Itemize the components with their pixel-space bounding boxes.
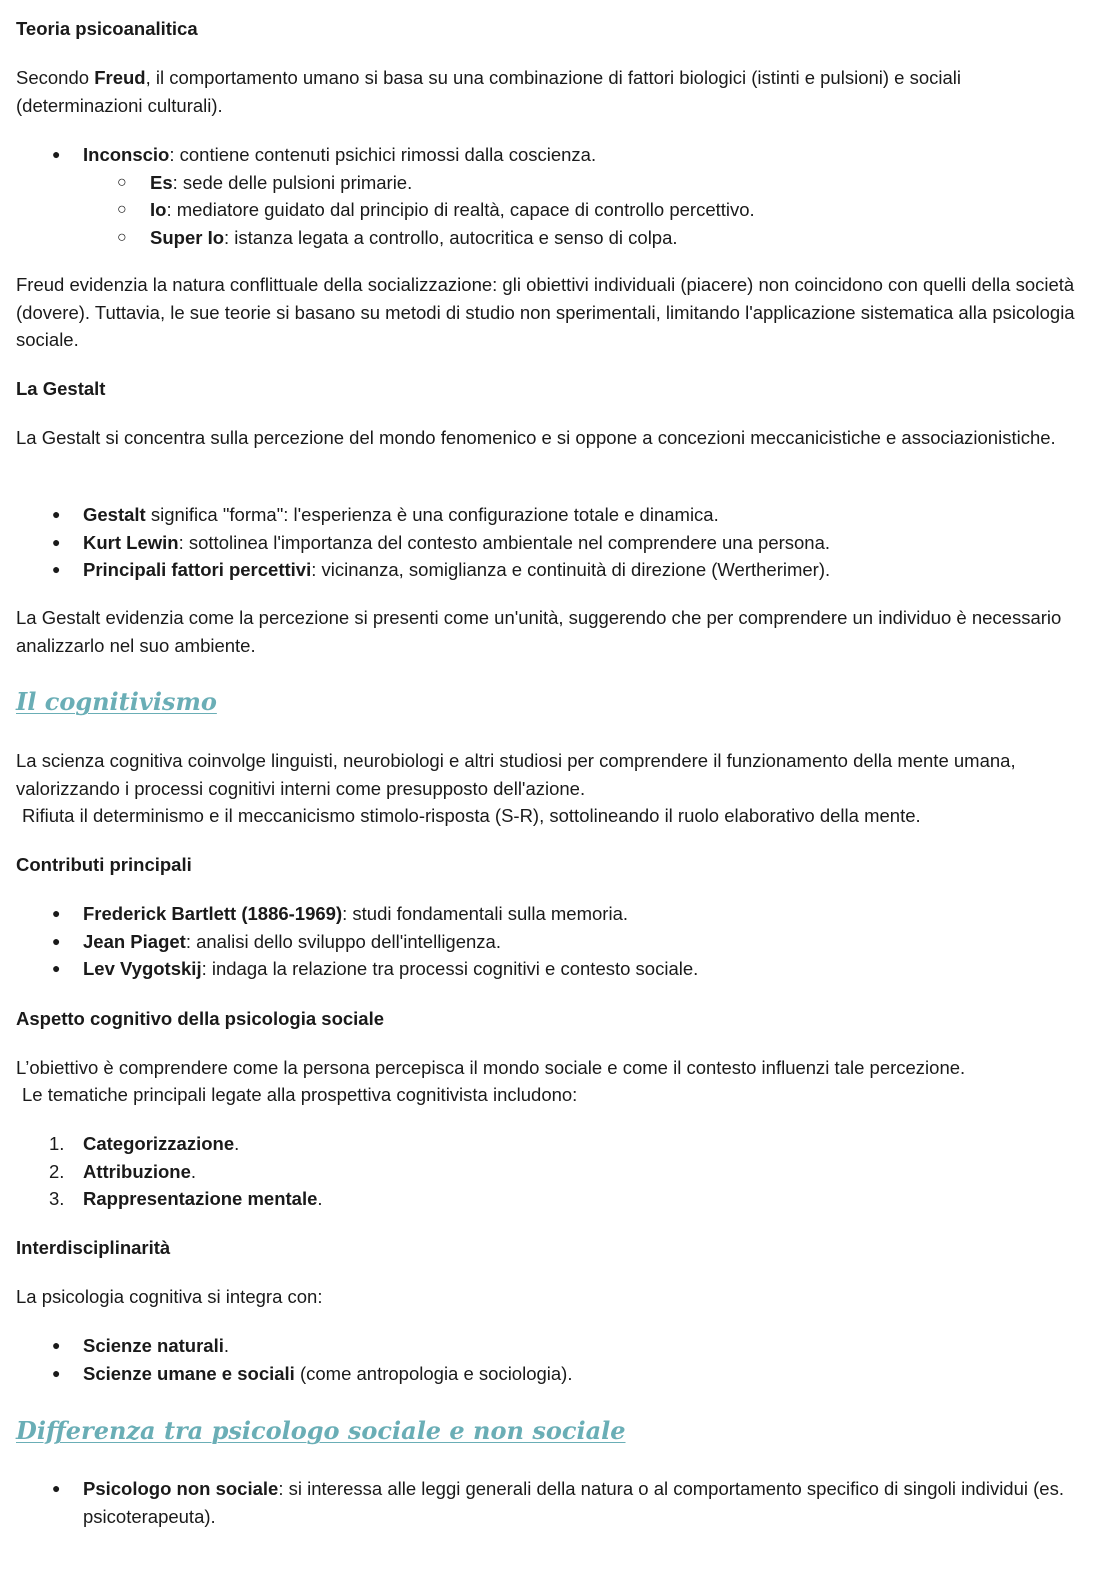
list-interdisciplinarita	[16, 1332, 1080, 1387]
paragraph-freud-conflict: Freud evidenzia la natura conflittuale della socializzazione: gli obiettivi individuali (piacere) non coincidono con quelli della società (dovere). Tuttavia, le sue teorie si basano su metodi di studio non sperimentali, limitando l'applicazione sistematica alla psicologia sociale.	[16, 274, 1075, 350]
bullet-icon: ●	[52, 506, 61, 522]
list-gestalt	[16, 501, 1080, 584]
heading-contributi-principali: Contributi principali	[16, 854, 192, 875]
list-item: ● Gestalt significa "forma": l'esperienza è una configurazione totale e dinamica.	[16, 501, 1080, 529]
heading-teoria-psicoanalitica: Teoria psicoanalitica	[16, 18, 198, 39]
paragraph-aspetto-intro: L’obiettivo è comprendere come la persona percepisca il mondo sociale e come il contesto influenzi tale percezione.	[16, 1057, 966, 1078]
list-tematiche	[16, 1130, 1080, 1213]
circle-bullet-icon: ○	[117, 228, 127, 246]
list-item: ○ Io: mediatore guidato dal principio di realtà, capace di controllo percettivo.	[16, 196, 1080, 224]
paragraph-cognitivismo-sr: Rifiuta il determinismo e il meccanicismo stimolo-risposta (S-R), sottolineando il ruolo elaborativo della mente.	[22, 805, 921, 826]
bullet-icon: ●	[52, 905, 61, 921]
list-item: 2. Attribuzione.	[49, 1160, 197, 1182]
paragraph-freud-intro: Secondo Freud, il comportamento umano si basa su una combinazione di fattori biologici (istinti e pulsioni) e sociali (determinazioni culturali).	[16, 67, 962, 116]
list-item: ● Psicologo non sociale: si interessa alle leggi generali della natura o al comportamento specifico di singoli individui (es. psicoterapeuta).	[16, 1475, 1080, 1530]
list-item: ● Inconscio: contiene contenuti psichici rimossi dalla coscienza.	[16, 141, 1080, 169]
list-item: ● Scienze umane e sociali (come antropologia e sociologia).	[16, 1360, 1080, 1388]
heading-differenza: Differenza tra psicologo sociale e non sociale	[16, 1416, 626, 1445]
circle-bullet-icon: ○	[117, 173, 127, 191]
list-item: ○ Es: sede delle pulsioni primarie.	[16, 169, 1080, 197]
bullet-icon: ●	[52, 1364, 61, 1381]
heading-aspetto-cognitivo: Aspetto cognitivo della psicologia sociale	[16, 1008, 385, 1029]
bullet-icon: ●	[52, 533, 61, 550]
bullet-icon: ●	[52, 561, 61, 577]
list-item: ● Principali fattori percettivi: vicinanza, somiglianza e continuità di direzione (Wertherimer).	[16, 556, 1080, 584]
bullet-icon: ●	[52, 146, 61, 162]
paragraph-interdisciplinarita: La psicologia cognitiva si integra con:	[16, 1286, 323, 1307]
bullet-icon: ●	[52, 1337, 61, 1353]
list-item: ● Frederick Bartlett (1886-1969): studi fondamentali sulla memoria.	[16, 900, 1080, 928]
list-item: ● Kurt Lewin: sottolinea l'importanza del contesto ambientale nel comprendere una persona.	[16, 529, 1080, 557]
list-item: ● Scienze naturali.	[16, 1332, 1080, 1360]
paragraph-aspetto-tematiche: Le tematiche principali legate alla prospettiva cognitivista includono:	[22, 1084, 578, 1105]
bullet-icon: ●	[52, 932, 61, 949]
paragraph-cognitivismo-intro: La scienza cognitiva coinvolge linguisti, neurobiologi e altri studiosi per comprendere il funzionamento della mente umana, valorizzando i processi cognitivi interni come presupposto dell'azione.	[16, 750, 1016, 799]
list-freud-structure	[16, 141, 1080, 251]
list-differenza	[16, 1475, 1080, 1530]
list-item: ● Jean Piaget: analisi dello sviluppo dell'intelligenza.	[16, 928, 1080, 956]
list-item: 1. Categorizzazione.	[49, 1133, 240, 1154]
list-contributi	[16, 900, 1080, 983]
heading-il-cognitivismo: Il cognitivismo	[16, 687, 217, 716]
list-item: 3. Rappresentazione mentale.	[49, 1188, 323, 1209]
paragraph-gestalt-intro: La Gestalt si concentra sulla percezione del mondo fenomenico e si oppone a concezioni meccanicistiche e associazionistiche.	[16, 427, 1056, 448]
list-item: ● Lev Vygotskij: indaga la relazione tra processi cognitivi e contesto sociale.	[16, 955, 1080, 983]
circle-bullet-icon: ○	[117, 201, 127, 218]
paragraph-gestalt-conclusion: La Gestalt evidenzia come la percezione si presenti come un'unità, suggerendo che per comprendere un individuo è necessario analizzarlo nel suo ambiente.	[16, 607, 1062, 656]
bullet-icon: ●	[52, 1480, 61, 1496]
heading-la-gestalt: La Gestalt	[16, 378, 106, 399]
bullet-icon: ●	[52, 960, 61, 976]
heading-interdisciplinarita: Interdisciplinarità	[16, 1237, 171, 1258]
list-item: ○ Super Io: istanza legata a controllo, autocritica e senso di colpa.	[16, 224, 1080, 252]
